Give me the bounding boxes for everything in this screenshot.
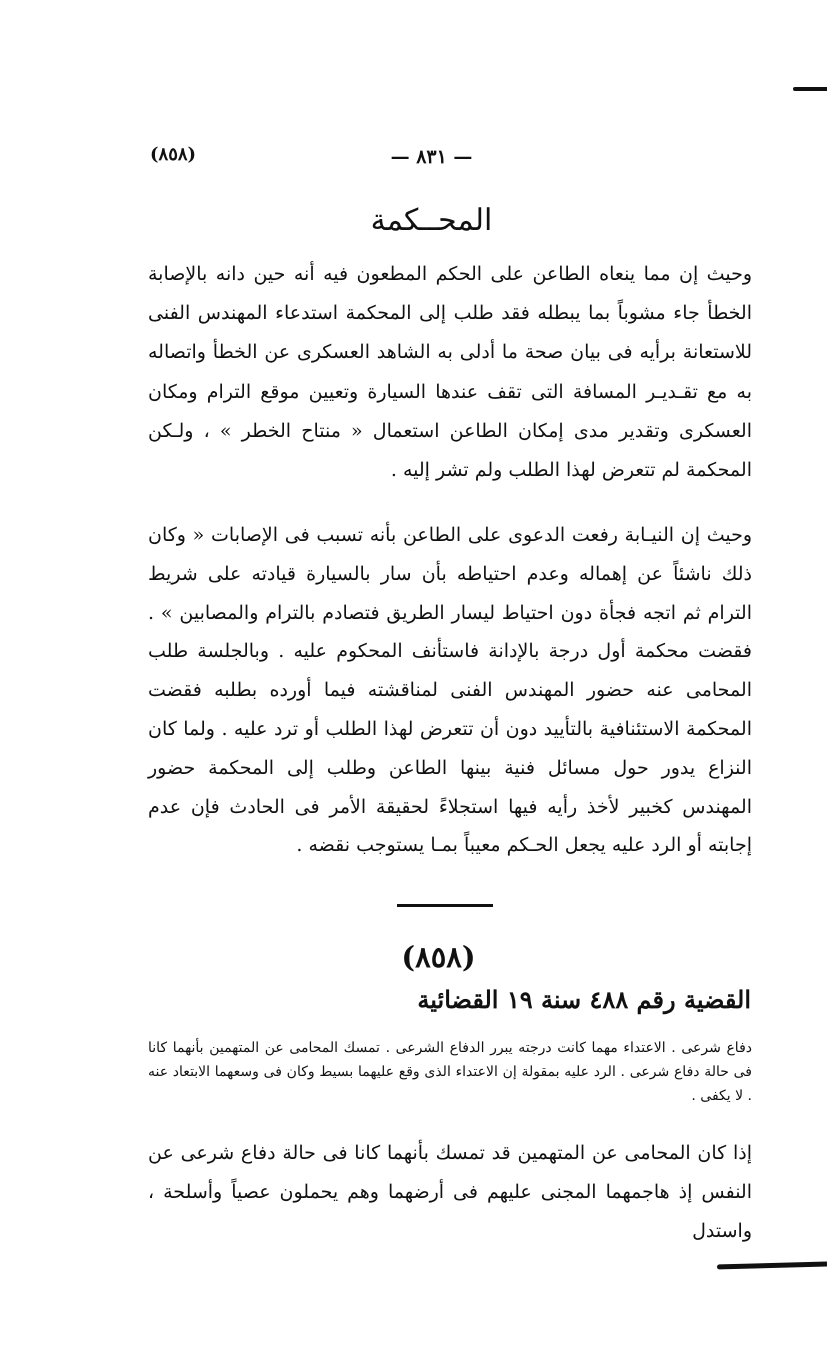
case-title: القضية رقم ٤٨٨ سنة ١٩ القضائية	[417, 985, 751, 1014]
case-summary: دفاع شرعى . الاعتداء مهما كانت درجته يبرر الدفاع الشرعى . تمسك المحامى عن المتهمين بأنهما كانا فى حالة دفاع شرعى . الرد عليه بمقولة إن الاعتداء الذى وقع عليهما بسيط وكان فى وسعهما الابتعاد عنه . لا يكفى .	[148, 1040, 752, 1104]
header-case-reference: (٨٥٨)	[150, 144, 197, 165]
paragraph-2: وحيث إن النيـابة رفعت الدعوى على الطاعن بأنه تسبب فى الإصابات « وكان ذلك ناشئاً عن إهماله وعدم احتياطه بأن سار بالسيارة قيادته على شريط الترام ثم اتجه فجأة دون احتياط ليسار الطريق فتصادم بالترام والمصابين » . فقضت محكمة أول درجة بالإدانة فاستأنف المحكوم عليه . وبالجلسة طلب المحامى عنه حضور المهندس الفنى لمناقشته فيما أورده بطلبه فقضت المحكمة الاستئنافية بالتأييد دون أن تتعرض لهذا الطلب أو ترد عليه . ولما كان النزاع يدور حول مسائل فنية بينها الطاعن وطلب إلى المحكمة حضور المهندس كخبير لأخذ رأيه فيها استجلاءً لحقيقة الأمر فى الحادث فإن عدم إجابته أو الرد عليه يجعل الحـكم معيباً بمـا يستوجب نقضه .	[148, 524, 752, 857]
page-number: — ٨٣١ —	[390, 146, 473, 168]
section-divider	[397, 904, 493, 907]
paragraph-1: وحيث إن مما ينعاه الطاعن على الحكم المطعون فيه أنه حين دانه بالإصابة الخطأ جاء مشوباً بما يبطله فقد طلب إلى المحكمة استدعاء المهندس الفنى للاستعانة برأيه فى بيان صحة ما أدلى به الشاهد العسكرى عن الخطأ واتصاله به مع تقـديـر المسافة التى تقف عندها السيارة وتعيين موقع الترام ومكان العسكرى وتقدير مدى إمكان الطاعن استعمال « منتاح الخطر » ، ولـكن المحكمة لم تتعرض لهذا الطلب ولم تشر إليه .	[148, 263, 752, 482]
paragraph-3: إذا كان المحامى عن المتهمين قد تمسك بأنهما كانا فى حالة دفاع شرعى عن النفس إذ هاجمهما المجنى عليهم فى أرضهما وهم يحملون عصياً وأسلحة ، واستدل	[148, 1142, 752, 1242]
edge-mark-bottom	[717, 1262, 827, 1270]
section-title-court: المحــكمة	[370, 203, 493, 238]
case-number: (٨٥٨)	[401, 940, 476, 974]
edge-mark-top	[793, 87, 827, 91]
